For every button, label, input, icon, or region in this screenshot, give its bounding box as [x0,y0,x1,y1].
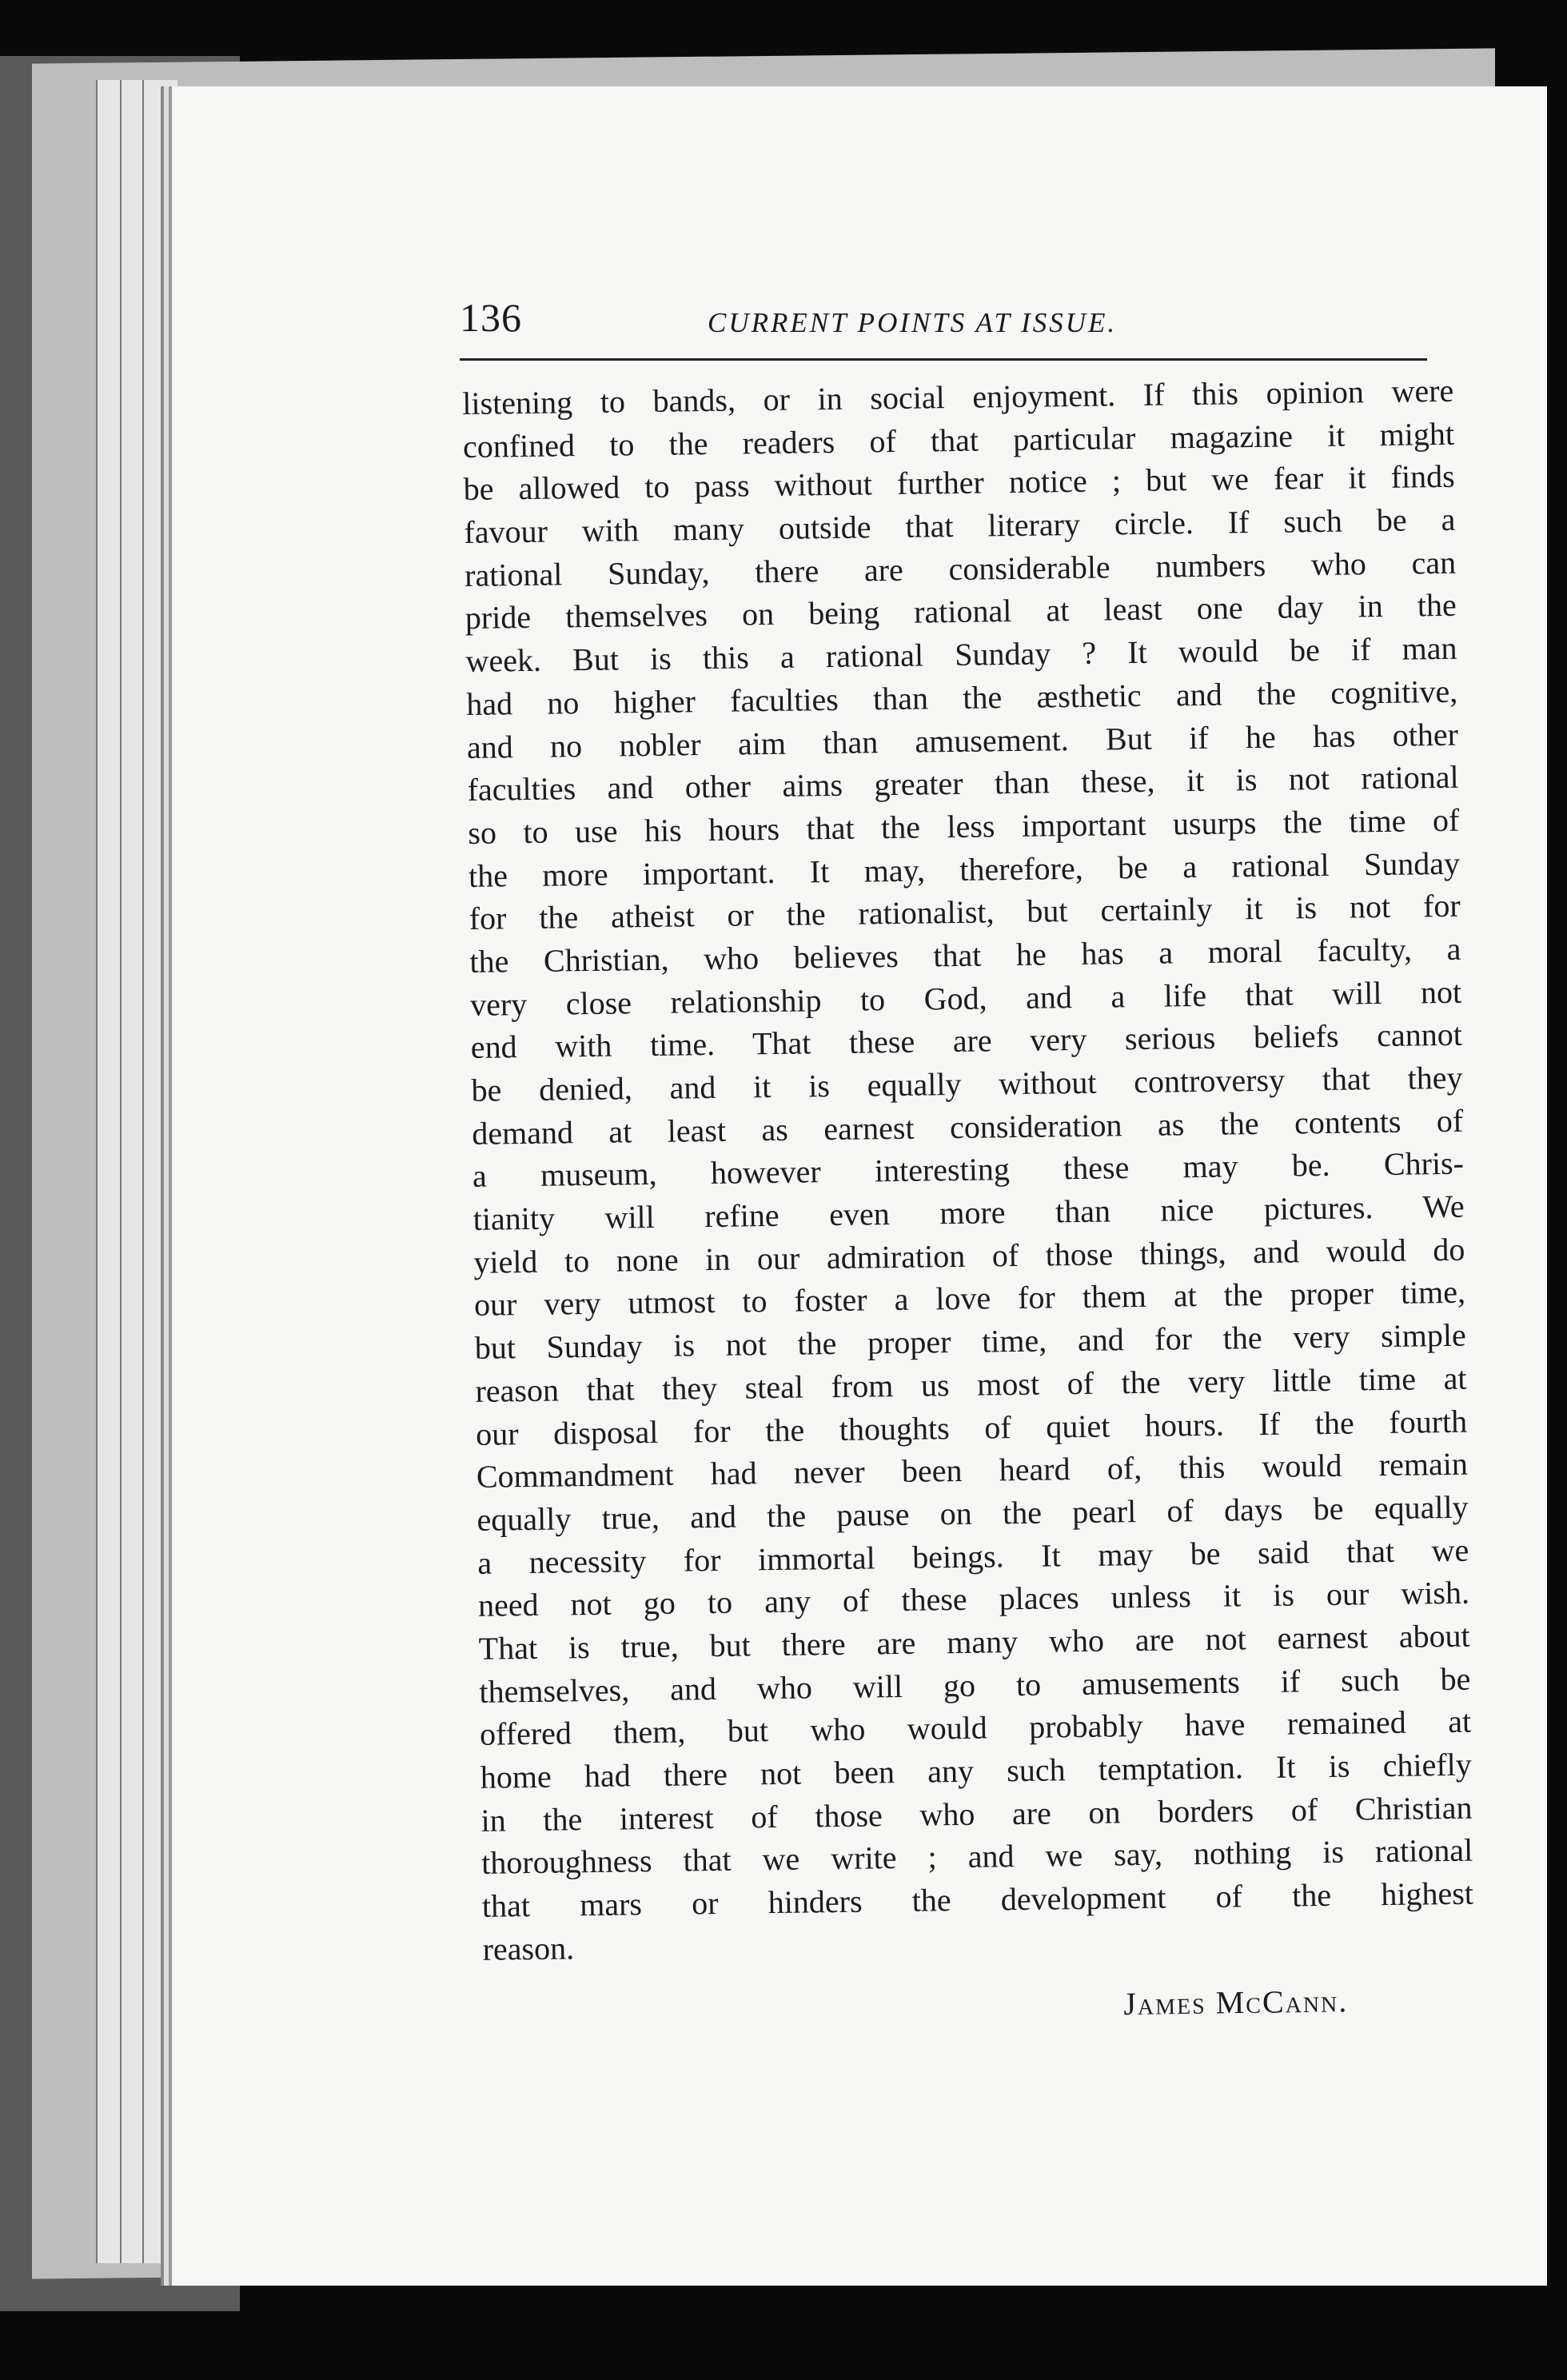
text-line: Commandment had never been heard of, this would remain [476,1445,1469,1495]
page-header [460,294,1427,361]
text-line: equally true, and the pause on the pearl of days be equally [476,1488,1469,1538]
text-line: reason. [482,1930,575,1967]
text-line: thoroughness that we write ; and we say, nothing is rational [480,1831,1473,1882]
text-line: the Christian, who believes that he has a moral faculty, a [469,930,1461,980]
text-line: demand at least as earnest consideration as the contents of [471,1102,1464,1152]
text-line: a necessity for immortal beings. It may be said that we [477,1531,1469,1581]
text-line: rational Sunday, there are considerable numbers who can [464,544,1457,593]
text-line: listening to bands, or in social enjoyment. If this opinion were [462,372,1454,421]
text-line: for the atheist or the rationalist, but certainly it is not for [469,887,1461,937]
author-signature: James McCann. [1123,1983,1349,2022]
text-line: offered them, but who would probably have remained at [479,1703,1472,1753]
text-line: that mars or hinders the development of the highest [481,1875,1474,1924]
text-line: tianity will refine even more than nice pictures. We [472,1188,1465,1237]
text-line: and no nobler aim than amusement. But if he has other [466,716,1459,765]
text-line: be allowed to pass without further notice ; but we fear it finds [463,458,1455,508]
page-number: 136 [460,295,522,340]
text-line: but Sunday is not the proper time, and for the very simple [474,1316,1466,1367]
body-text [462,369,1474,1971]
text-line: faculties and other aims greater than these, it is not rational [467,758,1459,809]
text-line: confined to the readers of that particular magazine it might [462,415,1455,465]
text-line: be denied, and it is equally without controversy that they [471,1059,1463,1108]
text-line: had no higher faculties than the æsthetic and the cognitive, [465,673,1458,722]
text-line: That is true, but there are many who are not earnest about [478,1617,1470,1667]
text-line: home had there not been any such temptation. It is chiefly [480,1746,1473,1795]
running-title: CURRENT POINTS AT ISSUE. [708,307,1118,338]
text-line: end with time. That these are very serious beliefs cannot [470,1016,1463,1066]
text-line: our disposal for the thoughts of quiet hours. If the fourth [475,1403,1468,1452]
text-line: pride themselves on being rational at least one day in the [465,587,1457,637]
text-line: week. But is this a rational Sunday ? It would be if man [465,629,1457,680]
text-line: a museum, however interesting these may be. Chris- [472,1145,1465,1195]
text-line: so to use his hours that the less important usurps the time of [468,801,1460,851]
text-line: favour with many outside that literary circle. If such be a [464,501,1456,551]
text-line: reason that they steal from us most of the very little time at [475,1360,1467,1409]
text-line: the more important. It may, therefore, be a rational Sunday [468,845,1461,894]
text-line: in the interest of those who are on borders of Christian [480,1789,1473,1839]
text-line: our very utmost to foster a love for them at the proper time, [473,1274,1466,1324]
text-line: themselves, and who will go to amusements if such be [479,1660,1471,1710]
text-line: need not go to any of these places unless it is our wish. [477,1574,1470,1624]
text-line: yield to none in our admiration of those things, and would do [473,1231,1465,1280]
text-line: very close relationship to God, and a life that will not [469,973,1462,1023]
